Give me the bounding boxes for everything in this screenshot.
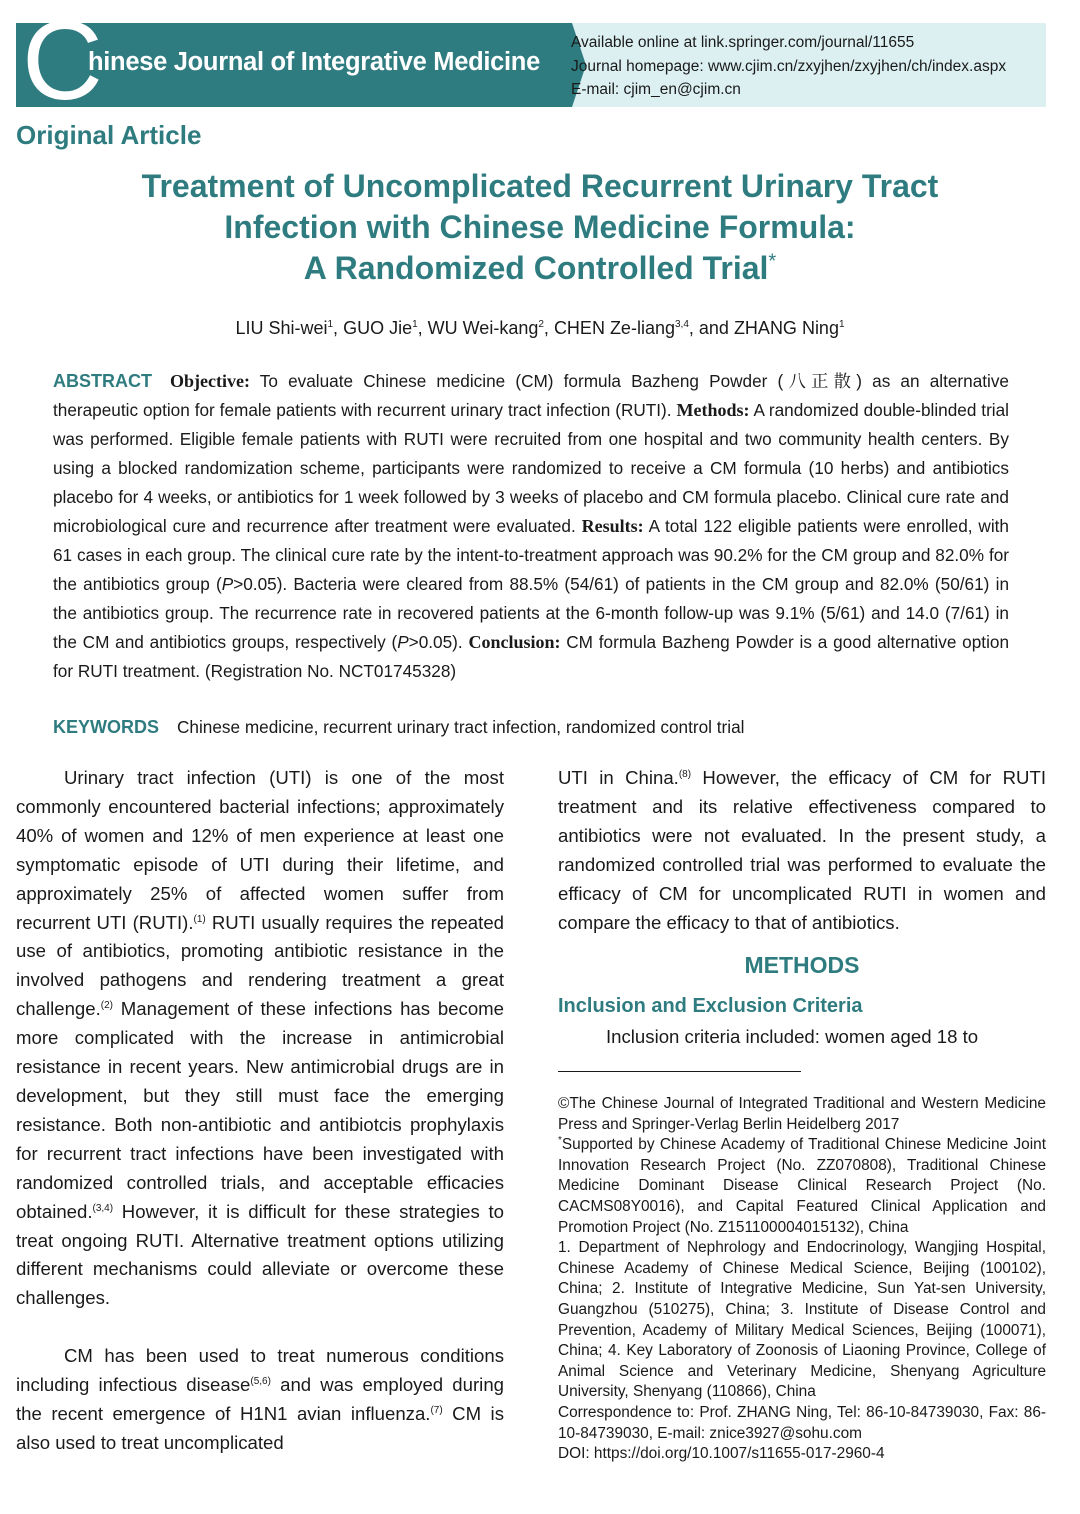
citation-ref[interactable]: (7): [430, 1404, 443, 1416]
title-line-2: Infection with Chinese Medicine Formula:: [224, 209, 856, 245]
keywords-text: Chinese medicine, recurrent urinary tract infection, randomized control trial: [177, 717, 745, 737]
author-affiliation: 1: [412, 319, 418, 330]
journal-logo-letter: C: [22, 0, 103, 123]
title-line-3-text: A Randomized Controlled Trial: [303, 250, 769, 286]
citation-ref[interactable]: (1): [193, 913, 206, 925]
author-affiliation: 1: [838, 319, 845, 330]
funding-text: Supported by Chinese Academy of Traditional Chinese Medicine Joint Innovation Research Project (No. ZZ070808), Traditional Chinese Medicine Dominant Disease Clinical Research Project (No. CACMS08Y0016), and Capital Featured Clinical Application and Promotion Project (No. Z151100004015132), China: [558, 1136, 1046, 1236]
author-separator: ,: [417, 318, 428, 338]
p-value-symbol: P: [397, 632, 409, 652]
paragraph-text: CM is also used to treat uncomplicated: [16, 1402, 504, 1453]
funding-mark: *: [558, 1135, 562, 1147]
inclusion-heading: Inclusion and Exclusion Criteria: [558, 995, 863, 1017]
author-list: [0, 318, 1080, 339]
author-affiliation: 1: [327, 319, 334, 330]
paragraph-text: However, it is difficult for these strategies to treat ongoing RUTI. Alternative treatment options utilizing different mechanisms could alleviate or overcome these challenges.: [16, 1200, 504, 1309]
paragraph-text: However, the efficacy of CM for RUTI treatment and its relative effectiveness compared to antibiotics were not evaluated. In the present study, a randomized controlled trial was performed to evaluate the efficacy of CM for uncomplicated RUTI in women and compare the efficacy to that of antibiotics.: [558, 767, 1046, 933]
citation-ref[interactable]: (8): [678, 768, 692, 780]
journal-homepage-link[interactable]: Journal homepage: www.cjim.cn/zxyjhen/zxyjhen/ch/index.aspx: [571, 57, 1007, 75]
paragraph-text: Management of these infections has become more complicated with the increase in antimicrobial resistance in recent years. New antimicrobial drugs are in development, but they still must face the emerging resistance. Both non-antibiotic and antibiotcis prophylaxis for recurrent tract infections have been investigated with randomized controlled trials, and acceptable efficacies obtained.: [16, 998, 504, 1222]
footnotes: [558, 1094, 1046, 1465]
journal-info: [571, 31, 1006, 102]
title-line-3: [0, 248, 1080, 289]
paragraph-text: UTI in China.: [558, 767, 679, 788]
author-affiliation: 3,4: [674, 319, 689, 330]
doi-link[interactable]: DOI: https://doi.org/10.1007/s11655-017-2960-4: [558, 1445, 885, 1463]
keywords: [53, 713, 1009, 742]
abstract: [53, 367, 1009, 686]
results-text: A total 122 eligible patients were enrolled, with 61 cases in each group. The clinical cure rate by the intent-to-treatment approach was 90.2% for the CM group and 82.0% for the antibiotics group (: [53, 516, 1009, 594]
author-name: WU Wei-kang: [427, 318, 539, 338]
results-text: >0.05). Bacteria were cleared from 88.5% (54/61) of patients in the CM group and 82.0% (50/61) in the antibiotics group. The recurrence rate in recovered patients at the 6-month follow-up was 9.1% (5/61) and 14.0 (7/61) in the CM and antibiotics groups, respectively (: [53, 574, 1009, 652]
paragraph-text: and was employed during the recent emergence of H1N1 avian influenza.: [16, 1374, 504, 1424]
author-affiliation: 2: [538, 319, 544, 330]
journal-email-link[interactable]: E-mail: cjim_en@cjim.cn: [571, 81, 741, 98]
available-online-link[interactable]: Available online at link.springer.com/journal/11655: [571, 34, 915, 51]
abstract-label: ABSTRACT: [53, 371, 152, 391]
paragraph-text: CM has been used to treat numerous conditions including infectious disease: [16, 1345, 504, 1396]
title-line-1: Treatment of Uncomplicated Recurrent Urinary Tract: [141, 168, 939, 204]
methods-heading: METHODS: [744, 952, 860, 978]
affiliations-note: 1. Department of Nephrology and Endocrinology, Wangjing Hospital, Chinese Academy of Chinese Medical Science, Beijing (100102), China; 2. Institute of Integrative Medicine, Sun Yat-sen University, Guangzhou (510275), China; 3. Institute of Disease Control and Prevention, Academy of Military Medical Sciences, Beijing (100071), China; 4. Key Laboratory of Zoonosis of Liaoning Province, College of Animal Science and Veterinary Medicine, Shenyang Agriculture University, Shenyang (110866), China: [558, 1239, 1046, 1401]
results-text: >0.05).: [408, 632, 469, 652]
author-name: LIU Shi-wei: [235, 318, 328, 338]
conclusion-label: Conclusion:: [468, 632, 561, 652]
citation-ref[interactable]: (5,6): [250, 1375, 271, 1387]
funding-note: [558, 1135, 1046, 1238]
author-separator: , and: [688, 318, 734, 338]
copyright-note: ©The Chinese Journal of Integrated Traditional and Western Medicine Press and Springer-Verlag Berlin Heidelberg 2017: [558, 1095, 1046, 1133]
correspondence-note: Correspondence to: Prof. ZHANG Ning, Tel: 86-10-84739030, Fax: 86-10-84739030, E-mail: znice3927@sohu.com: [558, 1403, 1046, 1442]
objective-text: To evaluate Chinese medicine (CM) formula Bazheng Powder (八正散) as an alternative therapeutic option for female patients with recurrent urinary tract infection (RUTI).: [53, 371, 1009, 420]
citation-ref[interactable]: (3,4): [92, 1202, 114, 1214]
conclusion-text: CM formula Bazheng Powder is a good alternative option for RUTI treatment. (Registration No. NCT01745328): [53, 632, 1010, 681]
journal-title: hinese Journal of Integrative Medicine: [88, 48, 540, 76]
body-left-column: [16, 764, 504, 1458]
results-label: Results:: [581, 516, 644, 536]
footnote-divider: [558, 1071, 801, 1072]
paragraph-text: RUTI usually requires the repeated use of antibiotics, promoting antibiotic resistance in the involved pathogens and rendering treatment a great challenge.: [16, 911, 504, 1020]
paragraph-text: Urinary tract infection (UTI) is one of the most commonly encountered bacterial infections; approximately 40% of women and 12% of men experience at least one symptomatic episode of UTI during their lifetime, and approximately 25% of affected women suffer from recurrent UTI (RUTI).: [16, 767, 504, 933]
intro-paragraph-2: [16, 1342, 504, 1458]
inclusion-text: Inclusion criteria included: women aged 18 to: [606, 1026, 979, 1047]
title-funding-mark: *: [768, 250, 777, 273]
journal-header: [16, 0, 1046, 123]
author-name: CHEN Ze-liang: [553, 318, 675, 338]
citation-ref[interactable]: (2): [100, 1000, 114, 1012]
article-title: [0, 166, 1080, 289]
methods-text: A randomized double-blinded trial was performed. Eligible female patients with RUTI were recruited from one hospital and two community health centers. By using a blocked randomization scheme, participants were randomized to receive a CM formula (10 herbs) and antibiotics placebo for 4 weeks, or antibiotics for 1 week followed by 3 weeks of placebo and CM formula placebo. Clinical cure rate and microbiological cure and recurrence after treatment were evaluated.: [53, 400, 1009, 536]
author-separator: ,: [543, 318, 554, 338]
author-name: ZHANG Ning: [733, 318, 839, 338]
author-separator: ,: [333, 318, 344, 338]
objective-label: Objective:: [170, 371, 250, 391]
author-name: GUO Jie: [343, 318, 413, 338]
body-right-column: [558, 764, 1046, 937]
intro-paragraph-3: [558, 764, 1046, 937]
keywords-label: KEYWORDS: [53, 717, 160, 737]
intro-paragraph-1: [16, 764, 504, 1313]
p-value-symbol: P: [221, 574, 234, 594]
methods-label: Methods:: [676, 400, 750, 420]
article-type: Original Article: [16, 120, 202, 150]
